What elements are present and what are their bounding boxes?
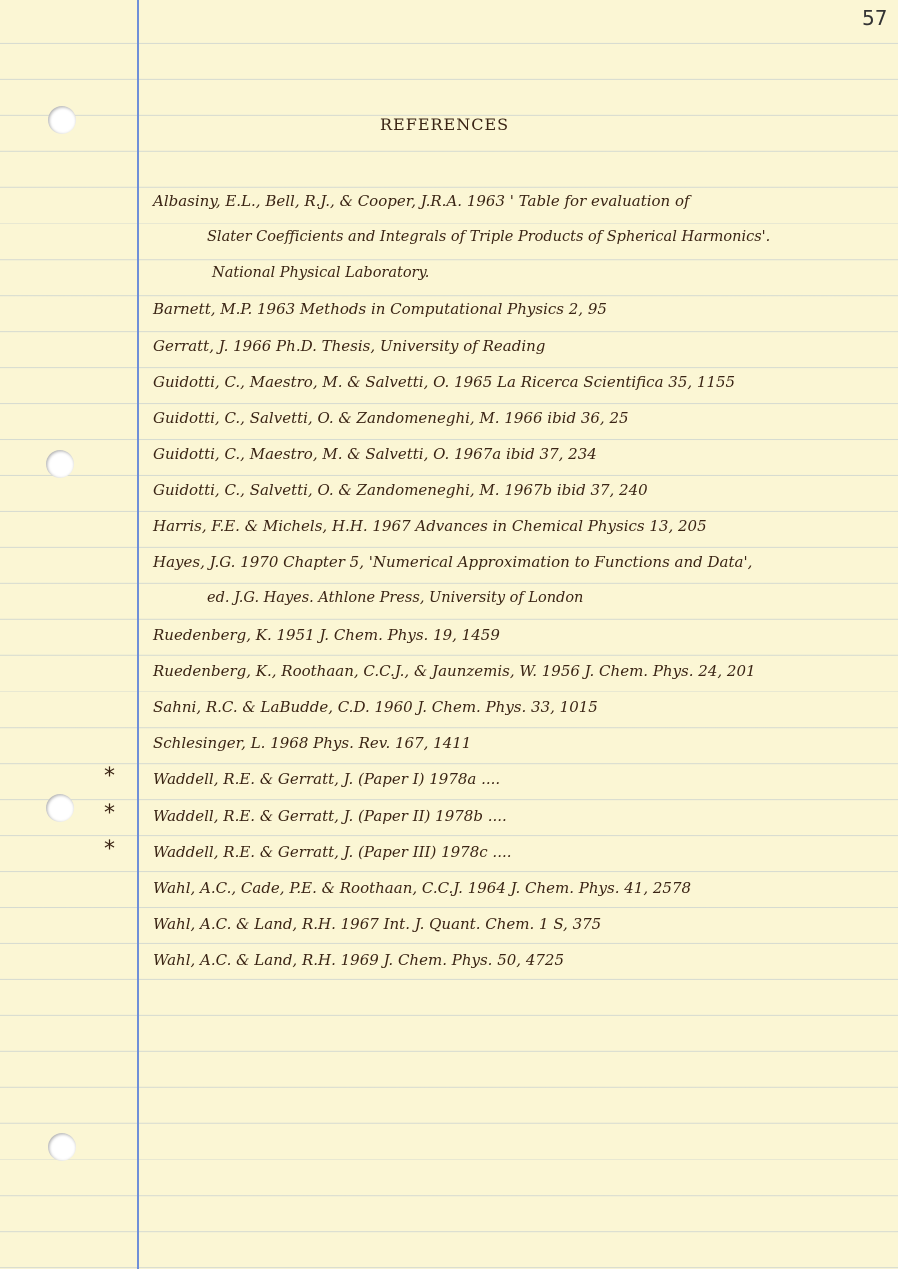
reference-line: Sahni, R.C. & LaBudde, C.D. 1960 J. Chem. Phys. 33, 1015 [153, 698, 598, 716]
asterisk-mark: * [104, 837, 115, 862]
reference-line: Ruedenberg, K., Roothaan, C.C.J., & Jaunzemis, W. 1956 J. Chem. Phys. 24, 201 [153, 662, 756, 680]
reference-line: Waddell, R.E. & Gerratt, J. (Paper II) 1978b .... [153, 807, 507, 825]
page-title: REFERENCES [380, 115, 510, 134]
reference-line: Ruedenberg, K. 1951 J. Chem. Phys. 19, 1459 [153, 626, 500, 644]
reference-line: Harris, F.E. & Michels, H.H. 1967 Advances in Chemical Physics 13, 205 [153, 517, 707, 535]
reference-line: Guidotti, C., Salvetti, O. & Zandomeneghi, M. 1966 ibid 36, 25 [153, 409, 629, 427]
reference-line: Slater Coefficients and Integrals of Triple Products of Spherical Harmonics'. [207, 229, 771, 245]
reference-line: ed. J.G. Hayes. Athlone Press, University of London [207, 590, 584, 606]
reference-line: Waddell, R.E. & Gerratt, J. (Paper III) 1978c .... [153, 843, 512, 861]
reference-line: Albasiny, E.L., Bell, R.J., & Cooper, J.R.A. 1963 ' Table for evaluation of [153, 192, 690, 210]
punch-hole [48, 106, 76, 134]
reference-line: Wahl, A.C. & Land, R.H. 1967 Int. J. Quant. Chem. 1 S, 375 [153, 915, 602, 933]
reference-line: Gerratt, J. 1966 Ph.D. Thesis, University of Reading [153, 337, 546, 355]
margin-line [137, 0, 139, 1269]
reference-line: Waddell, R.E. & Gerratt, J. (Paper I) 1978a .... [153, 770, 501, 788]
reference-line: National Physical Laboratory. [212, 265, 430, 281]
punch-hole [46, 450, 74, 478]
reference-line: Barnett, M.P. 1963 Methods in Computational Physics 2, 95 [153, 300, 607, 318]
reference-line: Guidotti, C., Maestro, M. & Salvetti, O. 1967a ibid 37, 234 [153, 445, 597, 463]
asterisk-mark: * [104, 801, 115, 826]
reference-line: Wahl, A.C., Cade, P.E. & Roothaan, C.C.J. 1964 J. Chem. Phys. 41, 2578 [153, 879, 692, 897]
reference-line: Schlesinger, L. 1968 Phys. Rev. 167, 1411 [153, 734, 472, 752]
page-number: 57 [862, 6, 888, 30]
reference-line: Wahl, A.C. & Land, R.H. 1969 J. Chem. Phys. 50, 4725 [153, 951, 564, 969]
punch-hole [46, 794, 74, 822]
reference-line: Guidotti, C., Salvetti, O. & Zandomeneghi, M. 1967b ibid 37, 240 [153, 481, 648, 499]
punch-hole [48, 1133, 76, 1161]
reference-line: Guidotti, C., Maestro, M. & Salvetti, O. 1965 La Ricerca Scientifica 35, 1155 [153, 373, 736, 391]
asterisk-mark: * [104, 764, 115, 789]
reference-line: Hayes, J.G. 1970 Chapter 5, 'Numerical Approximation to Functions and Data', [153, 553, 753, 571]
